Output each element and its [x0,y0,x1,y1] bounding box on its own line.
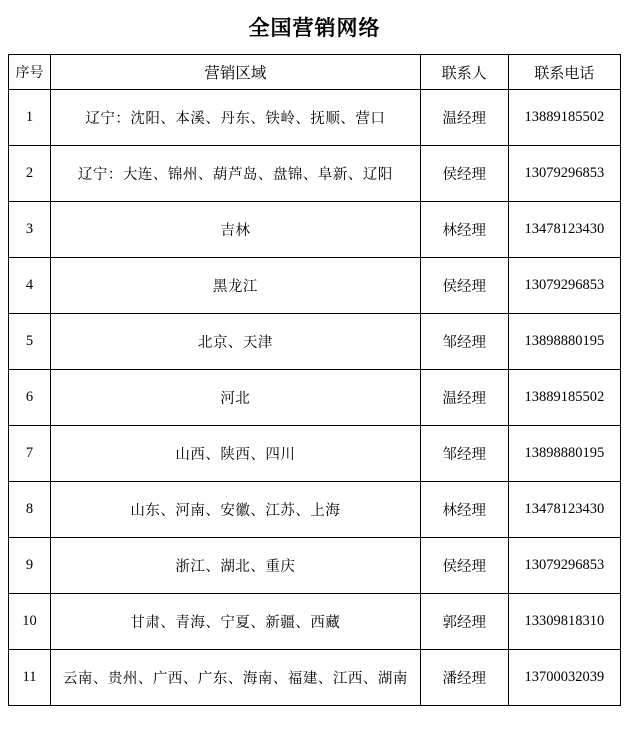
cell-area: 浙江、湖北、重庆 [51,538,421,594]
table-row [9,90,621,146]
table-row [9,426,621,482]
cell-contact: 郭经理 [420,594,508,650]
cell-area: 云南、贵州、广西、广东、海南、福建、江西、湖南 [51,650,421,706]
table-row [9,146,621,202]
cell-area: 辽宁：大连、锦州、葫芦岛、盘锦、阜新、辽阳 [51,146,421,202]
cell-index: 6 [9,370,51,426]
table-row [9,202,621,258]
cell-index: 2 [9,146,51,202]
table-row [9,314,621,370]
cell-contact: 林经理 [420,482,508,538]
cell-contact: 侯经理 [420,538,508,594]
cell-contact: 侯经理 [420,146,508,202]
cell-phone: 13478123430 [508,202,620,258]
cell-phone: 13889185502 [508,370,620,426]
cell-index: 8 [9,482,51,538]
marketing-network-table [8,54,621,706]
cell-contact: 温经理 [420,370,508,426]
column-header-contact: 联系人 [420,55,508,90]
cell-contact: 邹经理 [420,314,508,370]
cell-index: 9 [9,538,51,594]
cell-area: 辽宁：沈阳、本溪、丹东、铁岭、抚顺、营口 [51,90,421,146]
cell-phone: 13898880195 [508,314,620,370]
cell-index: 5 [9,314,51,370]
cell-index: 3 [9,202,51,258]
table-header-row [9,55,621,90]
cell-area: 河北 [51,370,421,426]
cell-index: 10 [9,594,51,650]
column-header-area: 营销区域 [51,55,421,90]
page-title: 全国营销网络 [248,16,381,40]
table-body [9,90,621,706]
cell-area: 黑龙江 [51,258,421,314]
cell-phone: 13889185502 [508,90,620,146]
cell-contact: 潘经理 [420,650,508,706]
table-row [9,370,621,426]
table-header [9,55,621,90]
cell-area: 北京、天津 [51,314,421,370]
cell-phone: 13478123430 [508,482,620,538]
table-row [9,650,621,706]
column-header-phone: 联系电话 [508,55,620,90]
cell-area: 甘肃、青海、宁夏、新疆、西藏 [51,594,421,650]
cell-contact: 温经理 [420,90,508,146]
cell-index: 7 [9,426,51,482]
cell-phone: 13079296853 [508,258,620,314]
table-row [9,258,621,314]
cell-phone: 13700032039 [508,650,620,706]
table-row [9,538,621,594]
cell-contact: 邹经理 [420,426,508,482]
cell-index: 11 [9,650,51,706]
cell-phone: 13079296853 [508,146,620,202]
cell-contact: 林经理 [420,202,508,258]
cell-area: 山西、陕西、四川 [51,426,421,482]
cell-area: 山东、河南、安徽、江苏、上海 [51,482,421,538]
cell-index: 1 [9,90,51,146]
cell-index: 4 [9,258,51,314]
cell-contact: 侯经理 [420,258,508,314]
table-row [9,482,621,538]
column-header-index: 序号 [9,55,51,90]
table-row [9,594,621,650]
cell-phone: 13079296853 [508,538,620,594]
cell-phone: 13898880195 [508,426,620,482]
cell-phone: 13309818310 [508,594,620,650]
cell-area: 吉林 [51,202,421,258]
